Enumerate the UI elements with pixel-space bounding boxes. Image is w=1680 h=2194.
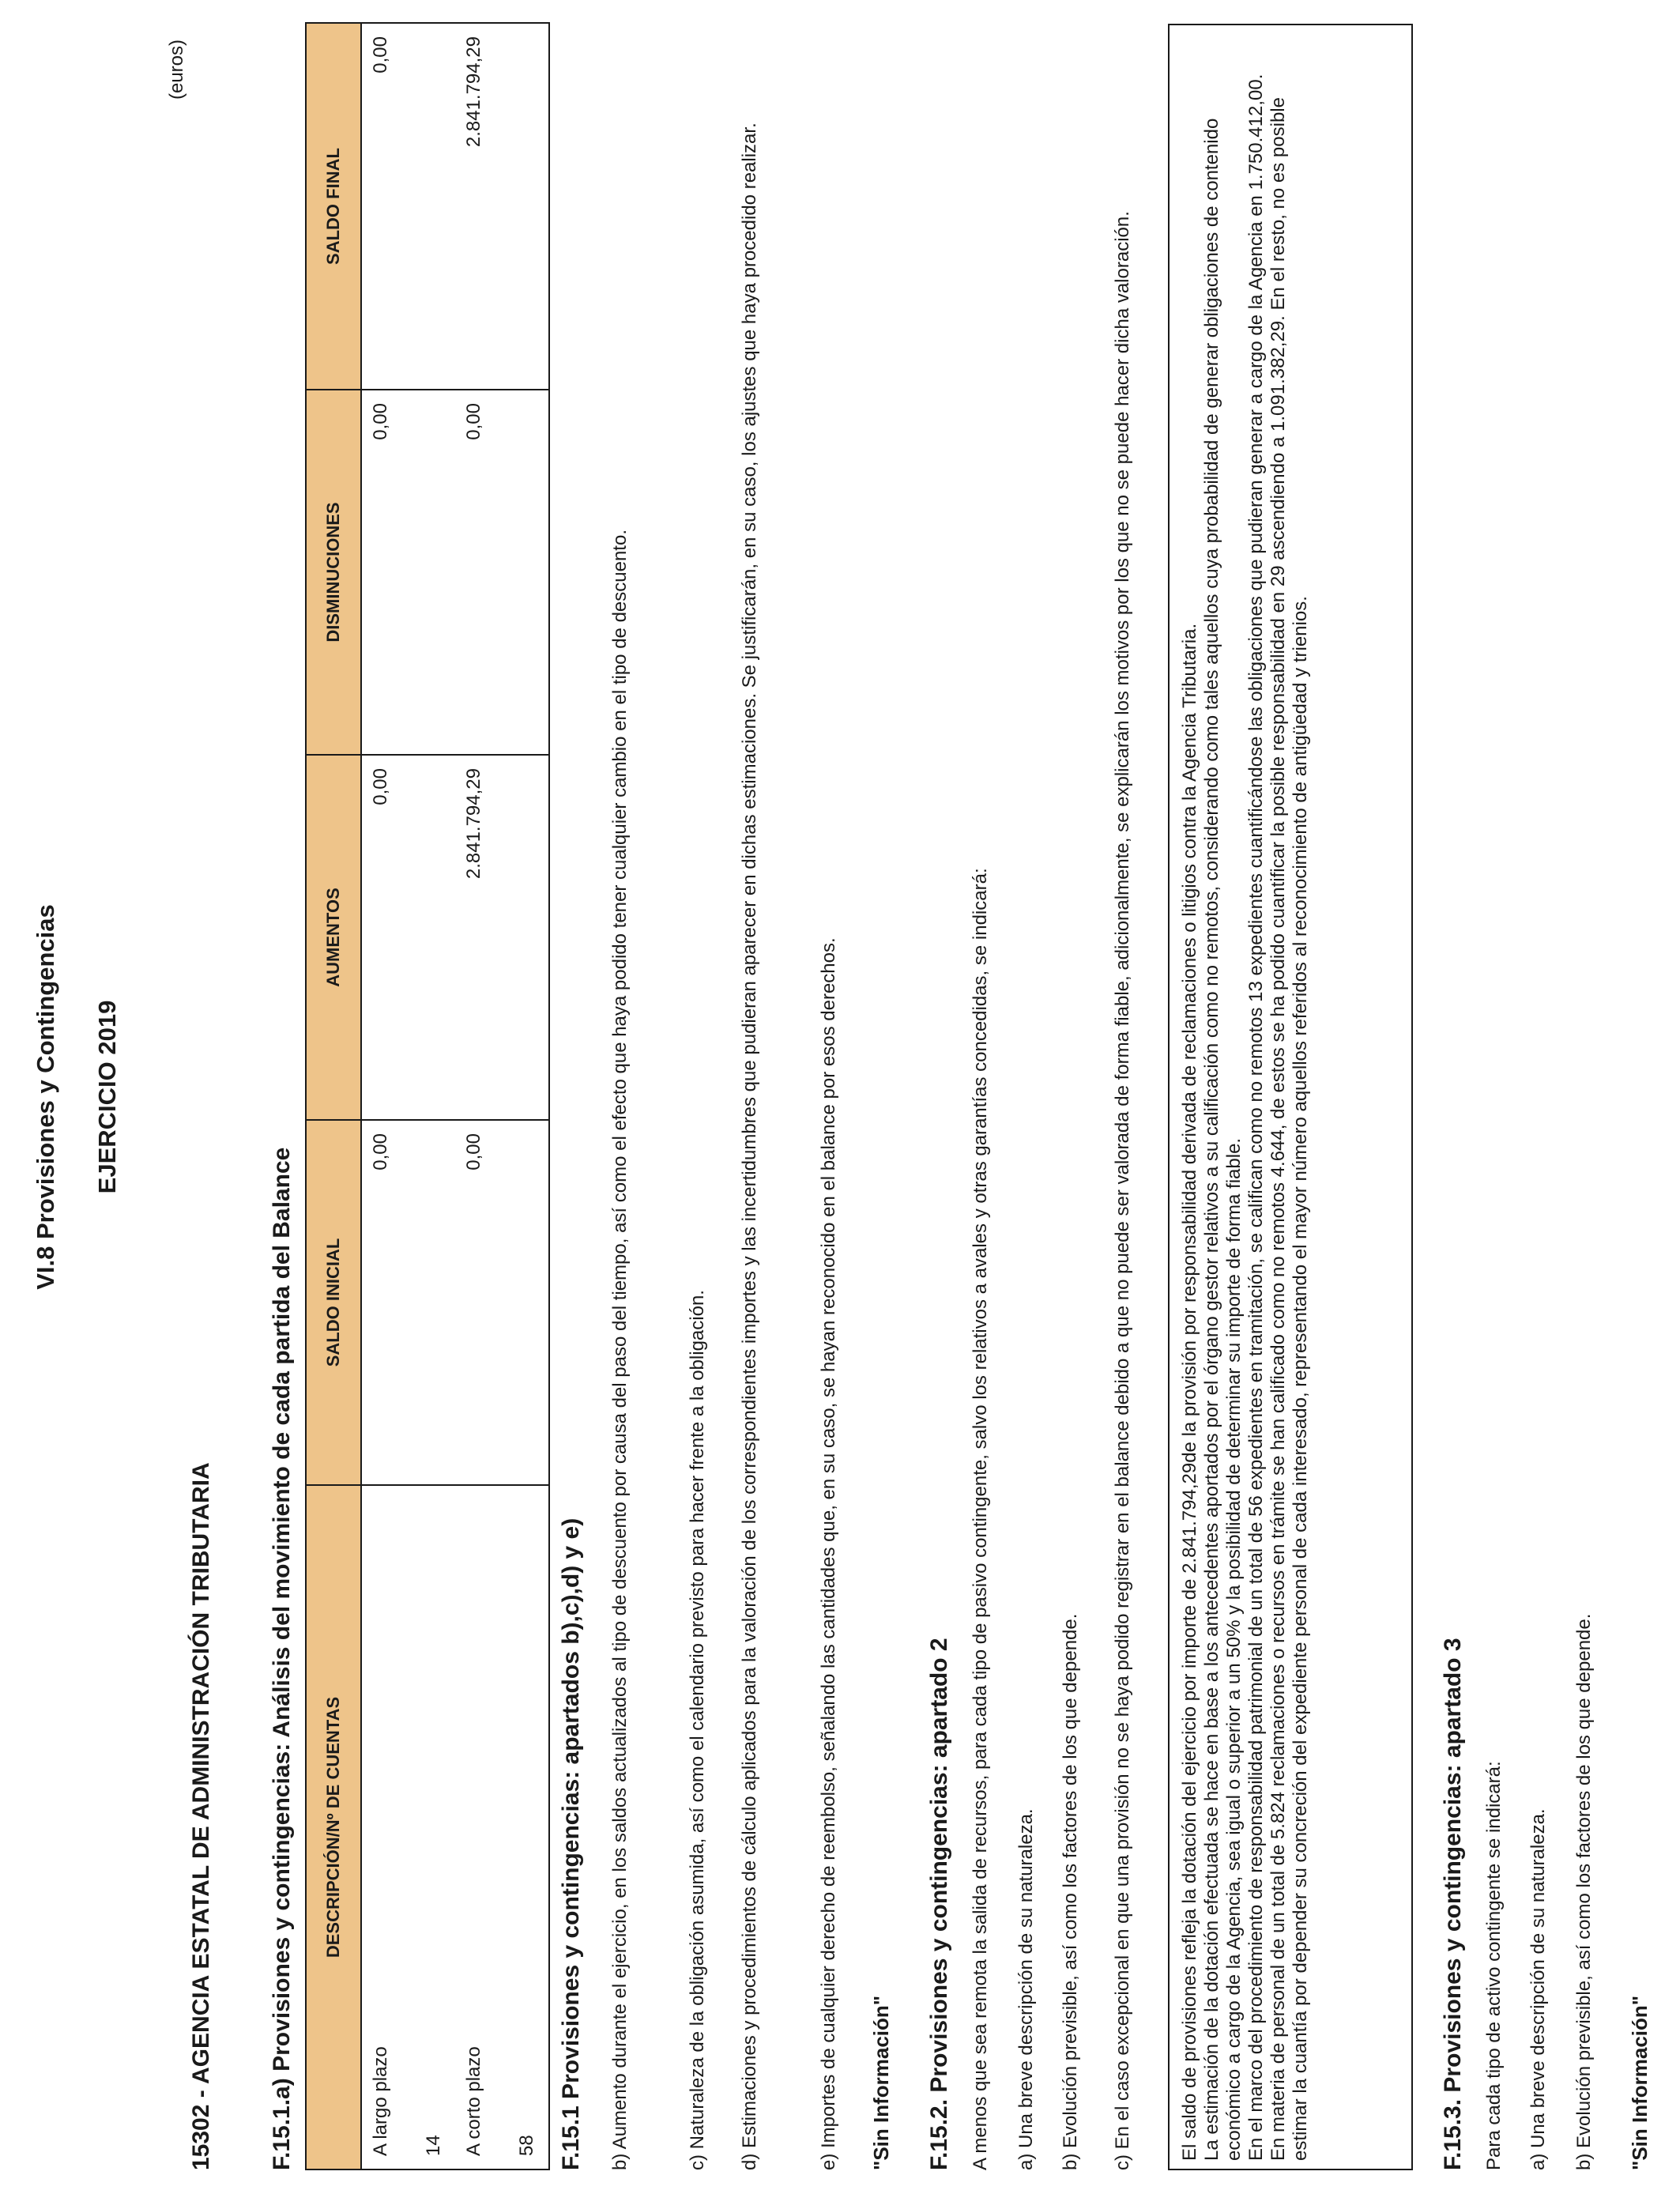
table-row (412, 23, 455, 2169)
f153-item-b: b) Evolución previsible, así como los factores de los que depende. (1573, 1613, 1595, 2170)
col-header-disminuciones: DISMINUCIONES (306, 390, 361, 755)
organization-heading: 15302 - AGENCIA ESTATAL DE ADMINISTRACIÓN TRIBUTARIA (188, 1462, 214, 2170)
col-header-descripcion: DESCRIPCIÓN/Nº DE CUENTAS (306, 1485, 361, 2169)
box-paragraph: En materia de personal de un total de 5.824 reclamaciones o recursos en trámite se han calificado como no remotos 4.644, de estos se ha podido cuantificar la posible responsabilidad en 29 ascendiendo a 1.091.382,29. En el resto, no es posible estimar la cuantía por depender su concreción del expediente personal de cada interesado, representando el mayor número aquellos referidos al reconocimiento de antigüedad y trienios. (1268, 97, 1311, 2161)
col-header-saldo-final: SALDO FINAL (306, 23, 361, 390)
f151-heading: F.15.1 Provisiones y contingencias: apartados b),c),d) y e) (558, 1517, 584, 2170)
f151-sin-informacion: "Sin Información" (869, 1995, 893, 2170)
col-header-saldo-inicial: SALDO INICIAL (306, 1120, 361, 1485)
f1511-heading: F.15.1.a) Provisiones y contingencias: Análisis del movimiento de cada partida del Balance (269, 1147, 295, 2170)
row-cuenta: 14 (412, 1485, 455, 2169)
f152-item-a: a) Una breve descripción de su naturaleza. (1015, 1808, 1037, 2170)
f152-item-b: b) Evolución previsible, así como los factores de los que depende. (1060, 1613, 1081, 2170)
f151-item-d: d) Estimaciones y procedimientos de cálculo aplicados para la valoración de los correspondientes importes y las incertidumbres que pudieran aparecer en dichas estimaciones. Se justificarán, en su caso, los ajustes que haya procedido realizar. (739, 123, 760, 2170)
col-header-aumentos: AUMENTOS (306, 755, 361, 1120)
f153-item-a: a) Una breve descripción de su naturaleza. (1527, 1808, 1549, 2170)
page-title: VI.8 Provisiones y Contingencias (32, 904, 59, 1290)
box-paragraph: La estimación de la dotación efectuada se hace en base a los antecedentes aportados por el órgano gestor relativos a su calificación como no remotos, considerando como tales aquellos cuya probabilidad de generar obligaciones de contenido económico a cargo de la Agencia, sea igual o superior a un 50% y la posibilidad de determinar su importe de forma fiable. (1201, 118, 1245, 2161)
f151-item-b: b) Aumento durante el ejercicio, en los saldos actualizados al tipo de descuento por causa del paso del tiempo, así como el efecto que haya podido tener cualquier cambio en el tipo de descuento. (609, 530, 631, 2170)
movement-table (305, 22, 550, 2170)
f152-heading: F.15.2. Provisiones y contingencias: apartado 2 (926, 1638, 952, 2170)
f153-sin-informacion: "Sin Información" (1628, 1995, 1652, 2170)
row-disminuciones: 0,00 (455, 390, 506, 755)
f153-heading: F.15.3. Provisiones y contingencias: apartado 3 (1440, 1638, 1466, 2170)
row-descripcion: A largo plazo (361, 1485, 412, 2169)
row-cuenta: 58 (506, 1485, 549, 2169)
row-disminuciones: 0,00 (361, 390, 412, 755)
row-saldo-final: 2.841.794,29 (455, 23, 506, 390)
box-paragraph: El saldo de provisiones refleja la dotación del ejercicio por importe de 2.841.794,29de la provisión por responsabilidad derivada de reclamaciones o litigios contra la Agencia Tributaria. (1179, 623, 1200, 2161)
row-saldo-final: 0,00 (361, 23, 412, 390)
f151-item-c: c) Naturaleza de la obligación asumida, así como el calendario previsto para hacer frente a la obligación. (687, 1290, 708, 2170)
f152-intro: A menos que sea remota la salida de recursos, para cada tipo de pasivo contingente, salvo los relativos a avales y otras garantías concedidas, se indicará: (970, 868, 991, 2170)
row-saldo-inicial: 0,00 (455, 1120, 506, 1485)
row-saldo-inicial: 0,00 (361, 1120, 412, 1485)
box-paragraph: En el marco del procedimiento de responsabilidad patrimonial de un total de 56 expedientes en tramitación, se califican como no remotos 13 expedientes cuantificándose las obligaciones que pudieran generar a cargo de la Agencia en 1.750.412,00. (1245, 74, 1267, 2161)
f152-explanation-box (1168, 24, 1413, 2170)
ejercicio-label: EJERCICIO 2019 (93, 1000, 121, 1194)
f152-item-c: c) En el caso excepcional en que una provisión no se haya podido registrar en el balance debido a que no puede ser valorada de forma fiable, adicionalmente, se explicarán los motivos por los que no se puede hacer dicha valoración. (1112, 211, 1133, 2170)
f153-intro: Para cada tipo de activo contingente se indicará: (1483, 1761, 1505, 2170)
f151-item-e: e) Importes de cualquier derecho de reembolso, señalando las cantidades que, en su caso, se hayan reconocido en el balance por esos derechos. (818, 937, 839, 2170)
table-header-row (306, 23, 361, 2169)
table-row (455, 23, 506, 2169)
row-descripcion: A corto plazo (455, 1485, 506, 2169)
row-aumentos: 0,00 (361, 755, 412, 1120)
row-aumentos: 2.841.794,29 (455, 755, 506, 1120)
table-row (361, 23, 412, 2169)
table-row (506, 23, 549, 2169)
units-label: (euros) (166, 39, 187, 100)
